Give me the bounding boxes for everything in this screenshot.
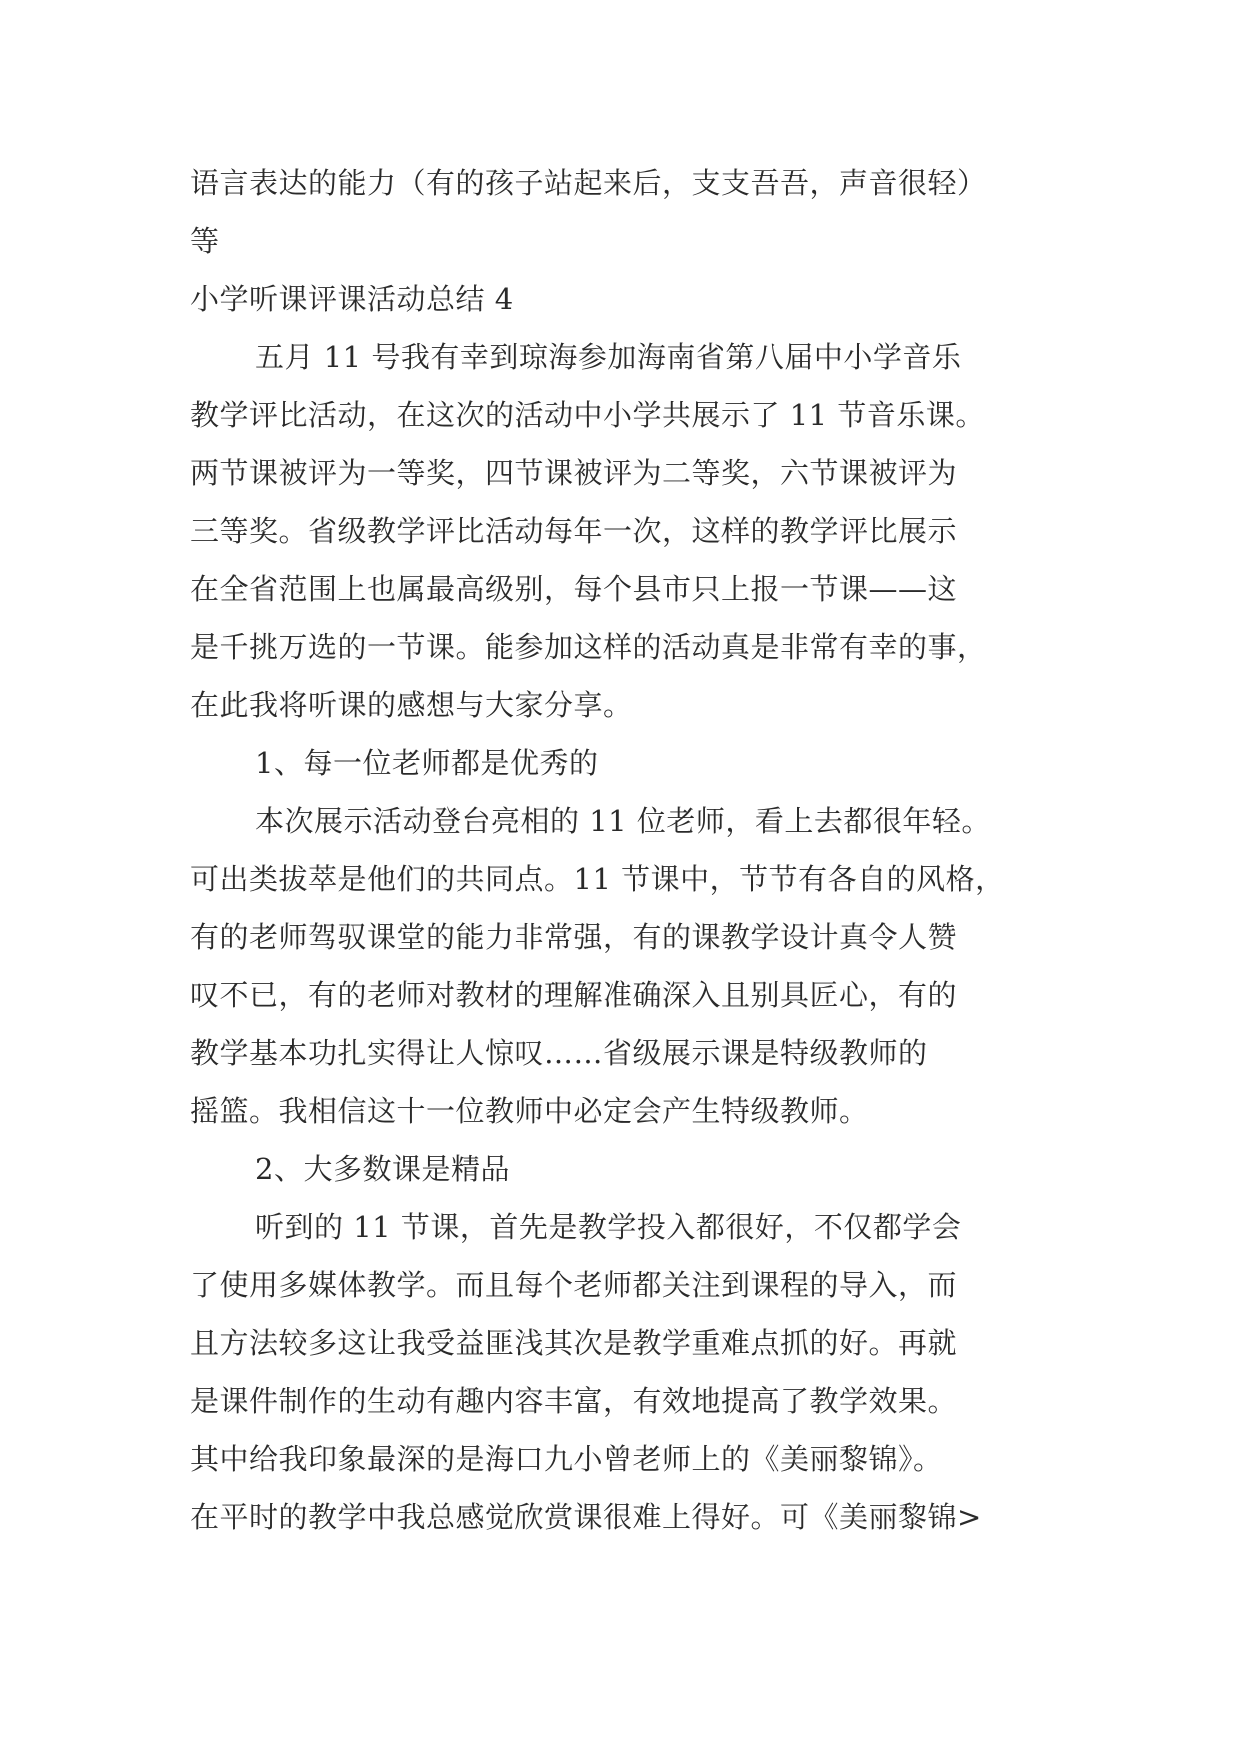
- paragraph-line: 教学基本功扎实得让人惊叹……省级展示课是特级教师的: [190, 1036, 928, 1070]
- paragraph-line: 且方法较多这让我受益匪浅其次是教学重难点抓的好。再就: [190, 1326, 958, 1360]
- section-title: 小学听课评课活动总结 4: [190, 282, 514, 316]
- paragraph-line: 是千挑万选的一节课。能参加这样的活动真是非常有幸的事，: [190, 630, 987, 664]
- paragraph-line: 摇篮。我相信这十一位教师中必定会产生特级教师。: [190, 1094, 869, 1128]
- paragraph-line: 有的老师驾驭课堂的能力非常强，有的课教学设计真令人赞: [190, 920, 958, 954]
- paragraph-line: 语言表达的能力（有的孩子站起来后，支支吾吾，声音很轻）: [190, 166, 987, 200]
- paragraph-line: 听到的 11 节课，首先是教学投入都很好，不仅都学会: [255, 1210, 962, 1244]
- paragraph-line: 叹不已，有的老师对教材的理解准确深入且别具匠心，有的: [190, 978, 958, 1012]
- subheading: 1、每一位老师都是优秀的: [255, 746, 599, 780]
- paragraph-line: 在此我将听课的感想与大家分享。: [190, 688, 633, 722]
- paragraph-line: 等: [190, 224, 220, 258]
- paragraph-line: 本次展示活动登台亮相的 11 位老师，看上去都很年轻。: [255, 804, 991, 838]
- document-body: [190, 154, 1060, 1546]
- paragraph-line: 教学评比活动，在这次的活动中小学共展示了 11 节音乐课。: [190, 398, 985, 432]
- paragraph-line: 三等奖。省级教学评比活动每年一次，这样的教学评比展示: [190, 514, 958, 548]
- subheading: 2、大多数课是精品: [255, 1152, 510, 1186]
- paragraph-line: 五月 11 号我有幸到琼海参加海南省第八届中小学音乐: [255, 340, 962, 374]
- paragraph-line: 其中给我印象最深的是海口九小曾老师上的《美丽黎锦》。: [190, 1442, 943, 1476]
- paragraph-line: 可出类拔萃是他们的共同点。11 节课中，节节有各自的风格，: [190, 862, 1005, 896]
- paragraph-line: 在全省范围上也属最高级别，每个县市只上报一节课——这: [190, 572, 958, 606]
- paragraph-line: 在平时的教学中我总感觉欣赏课很难上得好。可《美丽黎锦>: [190, 1500, 982, 1534]
- paragraph-line: 是课件制作的生动有趣内容丰富，有效地提高了教学效果。: [190, 1384, 958, 1418]
- paragraph-line: 了使用多媒体教学。而且每个老师都关注到课程的导入，而: [190, 1268, 958, 1302]
- paragraph-line: 两节课被评为一等奖，四节课被评为二等奖，六节课被评为: [190, 456, 958, 490]
